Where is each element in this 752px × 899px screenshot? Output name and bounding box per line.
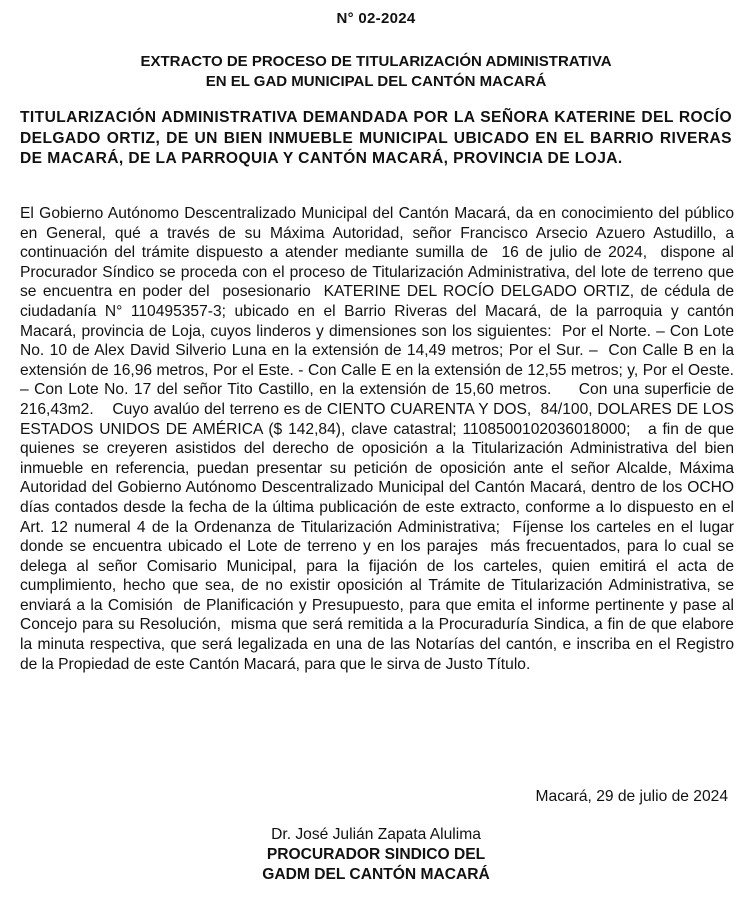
signatory-role-line-2: GADM DEL CANTÓN MACARÁ	[262, 866, 490, 883]
place-date: Macará, 29 de julio de 2024	[535, 788, 728, 805]
document-headline: TITULARIZACIÓN ADMINISTRATIVA DEMANDADA POR LA SEÑORA KATERINE DEL ROCÍO DELGADO ORTIZ, DE UN BIEN INMUEBLE MUNICIPAL UBICADO EN EL BARRIO RIVERAS DE MACARÁ, DE LA PARROQUIA Y CANTÓN MACARÁ, PROVINCIA DE LOJA.	[20, 109, 732, 167]
signatory-role-line-1: PROCURADOR SINDICO DEL	[266, 846, 486, 863]
extract-title	[0, 52, 752, 92]
signatory-name: Dr. José Julián Zapata Alulima	[271, 826, 481, 843]
document-body: El Gobierno Autónomo Descentralizado Municipal del Cantón Macará, da en conocimiento del público en General, qué a través de su Máxima Autoridad, señor Francisco Arsecio Azuero Astudillo, a continuación del trámite dispuesto a atender mediante sumilla de 16 de julio de 2024, dispone al Procurador Síndico se proceda con el proceso de Titularización Administrativa, del lote de terreno que se encuentra en poder del posesionario KATERINE DEL ROCÍO DELGADO ORTIZ, de cédula de ciudadanía N° 110495357-3; ubicado en el Barrio Riveras del Macará, de la parroquia y cantón Macará, provincia de Loja, cuyos linderos y dimensiones son los siguientes: Por el Norte. – Con Lote No. 10 de Alex David Silverio Luna en la extensión de 14,49 metros; Por el Sur. – Con Calle B en la extensión de 16,96 metros, Por el Este. - Con Calle E en la extensión de 12,55 metros; y, Por el Oeste. – Con Lote No. 17 del señor Tito Castillo, en la extensión de 15,60 metros. Con una superficie de 216,43m2. Cuyo avalúo del terreno es de CIENTO CUARENTA Y DOS, 84/100, DOLARES DE LOS ESTADOS UNIDOS DE AMÉRICA ($ 142,84), clave catastral; 1108500102036018000; a fin de que quienes se creyeren asistidos del derecho de oposición a la Titularización Administrativa del bien inmueble en referencia, puedan presentar su petición de oposición ante el señor Alcalde, Máxima Autoridad del Gobierno Autónomo Descentralizado Municipal del Cantón Macará, dentro de los OCHO días contados desde la fecha de la última publicación de este extracto, conforme a lo dispuesto en el Art. 12 numeral 4 de la Ordenanza de Titularización Administrativa; Fíjense los carteles en el lugar donde se encuentra ubicado el Lote de terreno y en los parajes más frecuentados, para lo cual se delega al señor Comisario Municipal, para la fijación de los carteles, quien emitirá el acta de cumplimiento, hecho que sea, de no existir oposición al Trámite de Titularización Administrativa, se enviará a la Comisión de Planificación y Presupuesto, para que emita el informe pertinente y pase al Concejo para su Resolución, misma que será remitida a la Procuraduría Sindica, a fin de que elabore la minuta respectiva, que será legalizada en una de las Notarías del cantón, e inscriba en el Registro de la Propiedad de este Cantón Macará, para que le sirva de Justo Título.	[20, 205, 739, 673]
document-number: N° 02-2024	[336, 10, 416, 27]
extract-title-line-1: EXTRACTO DE PROCESO DE TITULARIZACIÓN ADMINISTRATIVA	[140, 53, 612, 70]
extract-title-line-2: EN EL GAD MUNICIPAL DEL CANTÓN MACARÁ	[205, 73, 547, 90]
signature-block	[0, 825, 752, 885]
